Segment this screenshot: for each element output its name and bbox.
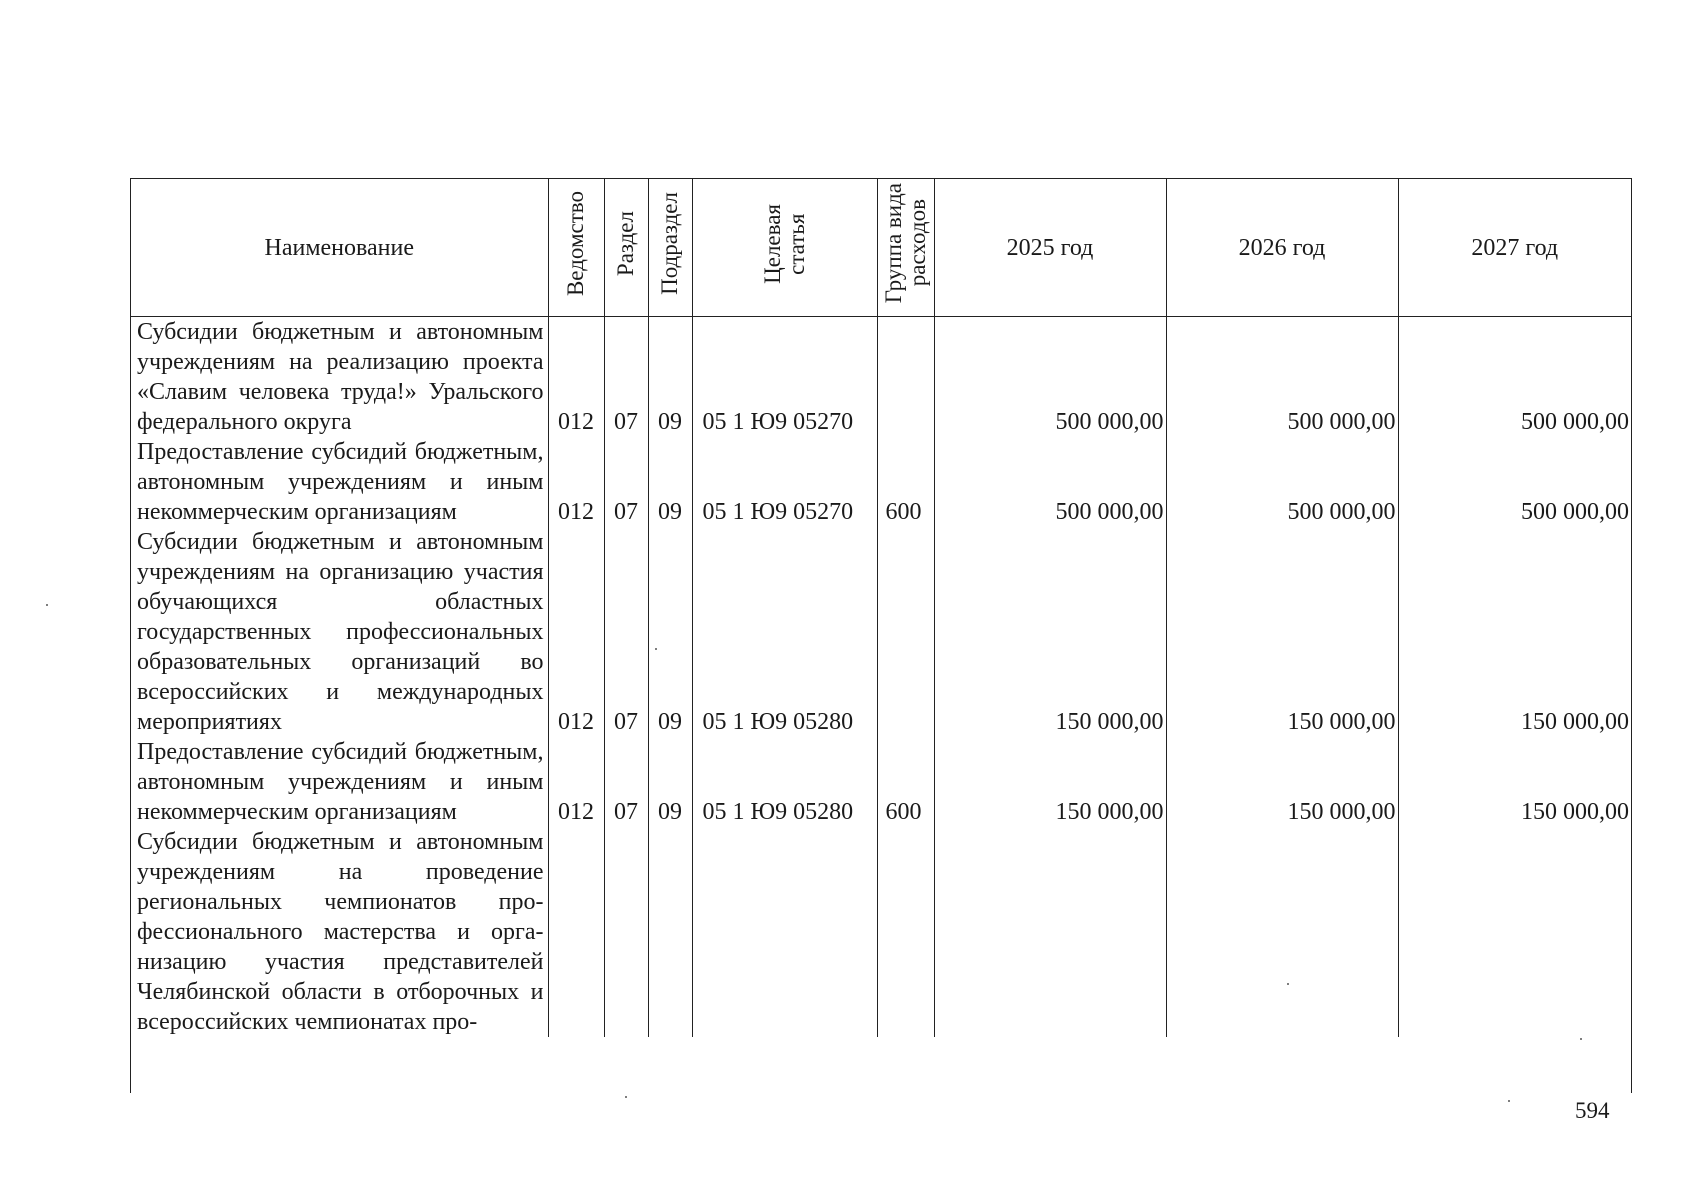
header-razdel-label: Раздел [613, 210, 638, 277]
cell-celevaya-statya [692, 827, 877, 1037]
cell-celevaya-statya: 05 1 Ю9 05280 [692, 527, 877, 737]
cell-vedomstvo: 012 [548, 527, 604, 737]
cell-2026: 500 000,00 [1166, 317, 1398, 438]
cell-vedomstvo: 012 [548, 737, 604, 827]
header-razdel [604, 179, 648, 317]
header-2026 [1166, 179, 1398, 317]
cell-2027: 150 000,00 [1398, 737, 1631, 827]
budget-table-frame [130, 178, 1632, 1093]
table-row [131, 317, 1631, 438]
header-2025 [934, 179, 1166, 317]
cell-2026 [1166, 827, 1398, 1037]
header-celevaya-line1: Целевая [759, 203, 785, 284]
cell-celevaya-statya: 05 1 Ю9 05270 [692, 437, 877, 527]
cell-podrazdel: 09 [648, 437, 692, 527]
cell-razdel: 07 [604, 317, 648, 438]
cell-podrazdel: 09 [648, 317, 692, 438]
header-gruppa-line1: Группа вида [880, 183, 906, 304]
scan-speck [46, 604, 48, 606]
cell-vedomstvo [548, 827, 604, 1037]
scan-speck [1287, 983, 1289, 985]
header-podrazdel [648, 179, 692, 317]
table-row [131, 437, 1631, 527]
header-2025-label: 2025 год [1006, 234, 1094, 261]
scan-speck [655, 648, 657, 650]
header-celevaya-line2: статья [783, 212, 809, 275]
cell-2025: 500 000,00 [934, 437, 1166, 527]
scan-speck [1580, 1038, 1582, 1040]
cell-2025: 500 000,00 [934, 317, 1166, 438]
table-row [131, 527, 1631, 737]
table-row [131, 737, 1631, 827]
cell-name: Предоставление субсидий бюджетным, автономным учреждениям и иным некоммерческим организациям [137, 739, 544, 825]
cell-2027: 500 000,00 [1398, 437, 1631, 527]
header-gruppa-vida-rashodov [877, 179, 934, 317]
header-vedomstvo [548, 179, 604, 317]
cell-razdel: 07 [604, 737, 648, 827]
header-celevaya-statya [692, 179, 877, 317]
cell-2027: 150 000,00 [1398, 527, 1631, 737]
scan-speck [1508, 1100, 1510, 1102]
table-row [131, 827, 1631, 1037]
cell-gruppa [877, 317, 934, 438]
cell-razdel: 07 [604, 527, 648, 737]
cell-celevaya-statya: 05 1 Ю9 05280 [692, 737, 877, 827]
cell-name: Субсидии бюджетным и автономным учреждениям на организацию участия обучающихся областных государственных профессиональных образовательных организаций во всероссийских и международных мероприятиях [137, 529, 544, 735]
header-vedomstvo-label: Ведомство [563, 190, 588, 297]
cell-podrazdel: 09 [648, 737, 692, 827]
header-podrazdel-label: Подраздел [657, 192, 682, 295]
header-2027 [1398, 179, 1631, 317]
cell-vedomstvo: 012 [548, 317, 604, 438]
cell-2025: 150 000,00 [934, 527, 1166, 737]
budget-table [131, 179, 1631, 1037]
cell-name: Субсидии бюджетным и автономным учреждениям на реализацию проекта «Славим человека труда!» Уральского федерального округа [137, 319, 544, 435]
cell-razdel [604, 827, 648, 1037]
cell-2026: 150 000,00 [1166, 737, 1398, 827]
cell-celevaya-statya: 05 1 Ю9 05270 [692, 317, 877, 438]
cell-podrazdel: 09 [648, 527, 692, 737]
table-header-row [131, 179, 1631, 317]
header-celevaya-statya-label [761, 204, 809, 284]
cell-2026: 500 000,00 [1166, 437, 1398, 527]
cell-2027 [1398, 827, 1631, 1037]
header-2027-label: 2027 год [1471, 234, 1559, 261]
header-name [131, 179, 548, 317]
scan-speck [625, 1096, 627, 1098]
page-number: 594 [1575, 1098, 1610, 1123]
cell-name: Предоставление субсидий бюджетным, автономным учреждениям и иным некоммерческим организациям [137, 439, 544, 525]
cell-gruppa: 600 [877, 737, 934, 827]
cell-razdel: 07 [604, 437, 648, 527]
cell-name: Субсидии бюджетным и автономным учреждениям на проведение региональных чемпионатов профессионального мастерства и организацию участия представителей Челябинской области в отборочных и всероссийских чемпионатах про- [137, 829, 544, 1035]
cell-2026: 150 000,00 [1166, 527, 1398, 737]
cell-gruppa: 600 [877, 437, 934, 527]
cell-vedomstvo: 012 [548, 437, 604, 527]
cell-2027: 500 000,00 [1398, 317, 1631, 438]
header-gruppa-line2: расходов [904, 199, 930, 288]
header-2026-label: 2026 год [1238, 234, 1326, 261]
cell-2025 [934, 827, 1166, 1037]
header-gruppa-label [882, 183, 930, 303]
cell-2025: 150 000,00 [934, 737, 1166, 827]
cell-podrazdel [648, 827, 692, 1037]
header-name-label: Наименование [264, 234, 415, 261]
cell-gruppa [877, 527, 934, 737]
cell-gruppa [877, 827, 934, 1037]
